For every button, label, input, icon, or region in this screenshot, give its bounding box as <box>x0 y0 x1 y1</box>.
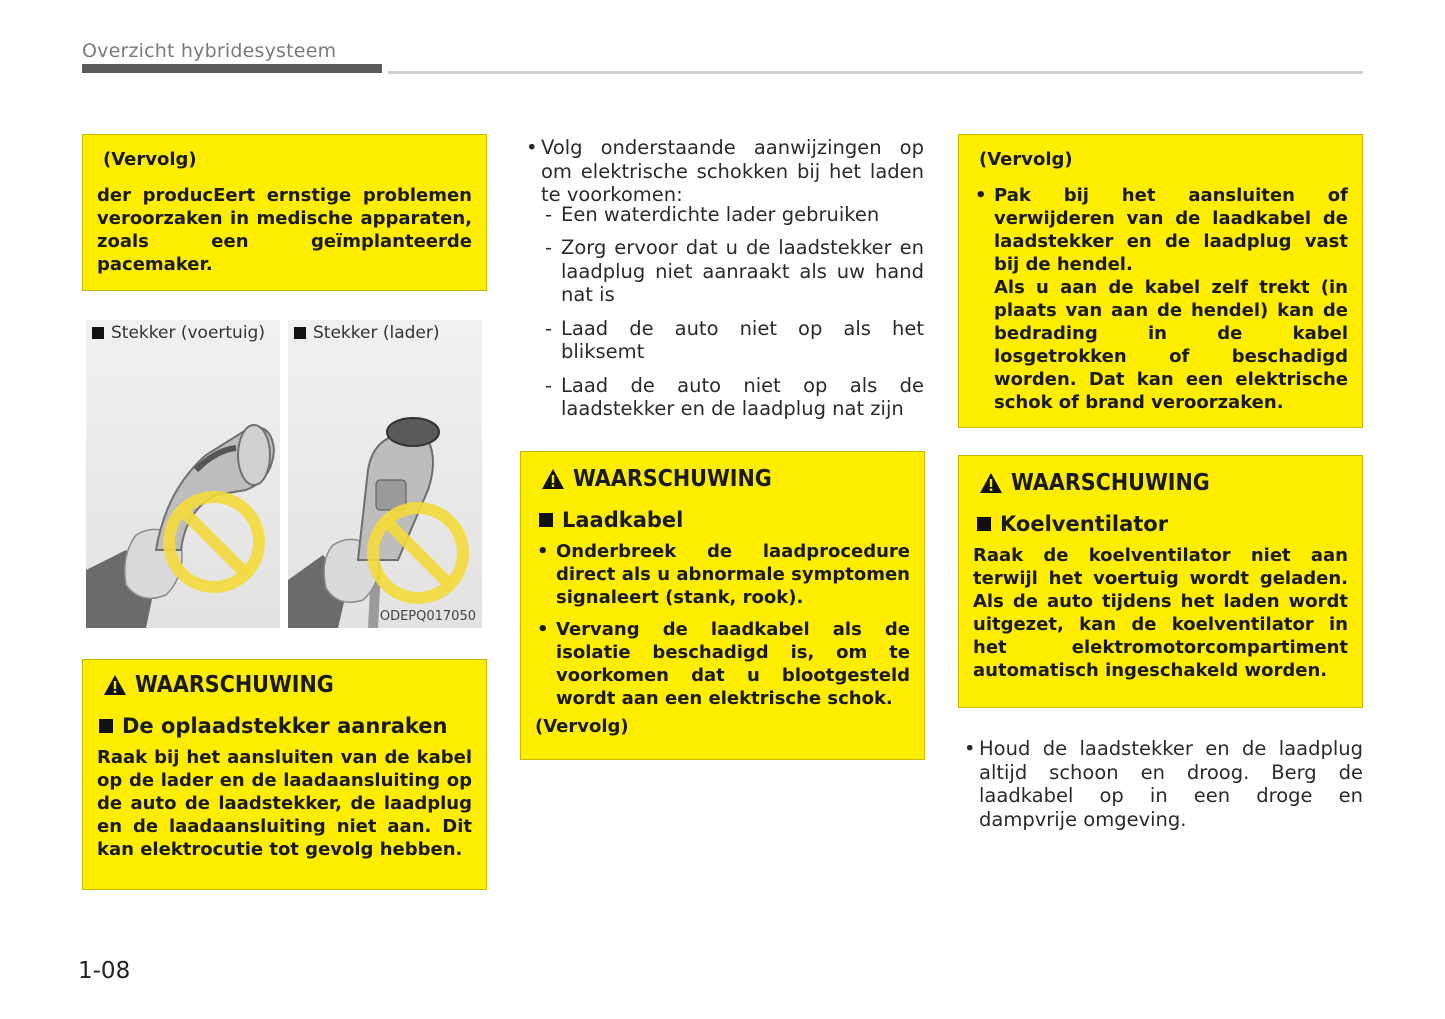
dash-item: - Zorg ervoor dat u de laadstekker en laadplug niet aanraakt als uw hand nat is <box>541 236 924 307</box>
bullet-intro: Volg onderstaande aanwijzingen op om elektrische schokken bij het laden te voorkomen: <box>541 136 924 206</box>
warning-heading: WAARSCHUWING <box>103 672 472 698</box>
bullet-text: Houd de laadstekker en de laadplug altijd schoon en droog. Berg de laadkabel op in een droge en dampvrije omgeving. <box>979 737 1363 831</box>
page-number: 1-08 <box>78 958 131 984</box>
continued-box-col3 <box>958 134 1363 428</box>
continued-label: (Vervolg) <box>103 149 197 170</box>
warning-subheading: Laadkabel <box>539 508 910 532</box>
square-bullet-icon <box>99 719 113 733</box>
bullet-shock-prevention <box>526 136 924 421</box>
square-bullet-icon <box>539 513 553 527</box>
dash-item: - Een waterdichte lader gebruiken <box>541 203 924 227</box>
warning-box-plug-touch <box>82 659 487 890</box>
warning-text: Raak de koelventilator niet aan terwijl het voertuig wordt geladen. Als de auto tijdens het laden wordt uitgezet, kan de koelventilator in het elektromotorcompartiment automatisch ingeschakeld worden. <box>973 545 1348 681</box>
dash-item: - Laad de auto niet op als het bliksemt <box>541 317 924 364</box>
warning-heading: WAARSCHUWING <box>541 466 910 492</box>
continued-label: (Vervolg) <box>979 149 1073 170</box>
bullet-dot: • <box>964 737 976 760</box>
warning-subheading: Koelventilator <box>977 512 1348 536</box>
bullet-dot: • <box>526 136 538 159</box>
header-bar <box>82 64 382 73</box>
warning-box-cable <box>520 451 925 760</box>
bullet-keep-clean <box>964 737 1363 831</box>
figure-caption-charger: Stekker (lader) <box>294 323 440 343</box>
figure-code: ODEPQ017050 <box>379 609 476 624</box>
warning-triangle-icon <box>979 472 1003 494</box>
warning-triangle-icon <box>103 674 127 696</box>
warning-heading: WAARSCHUWING <box>979 470 1348 496</box>
list-item-extra: Als u aan de kabel zelf trekt (in plaats van aan de hendel) kan de bedrading in de kabel losgetrokken of beschadigd worden. Dat kan een elektrische schok of brand veroorzaken. <box>994 277 1348 413</box>
list-item: • Vervang de laadkabel als de isolatie beschadigd is, om te voorkomen dat u blootgesteld wordt aan een elektrische schok. <box>535 618 910 710</box>
section-title: Overzicht hybridesysteem <box>82 40 337 62</box>
hand-holding-charger-plug-icon <box>288 320 482 628</box>
continued-list <box>973 184 1348 414</box>
charging-plug-figure <box>86 320 482 628</box>
continued-text: der producEert ernstige problemen veroorzaken in medische apparaten, zoals een geïmplanteerde pacemaker. <box>97 185 472 275</box>
warning-subheading: De oplaadstekker aanraken <box>99 714 472 738</box>
hand-holding-vehicle-plug-icon <box>86 320 280 628</box>
dash-item: - Laad de auto niet op als de laadstekker en de laadplug nat zijn <box>541 374 924 421</box>
figure-panel-vehicle <box>86 320 280 628</box>
header-rule <box>388 71 1363 74</box>
figure-panel-charger <box>288 320 482 628</box>
list-item: • Pak bij het aansluiten of verwijderen van de laadkabel de laadstekker en de laadplug vast bij de hendel. Als u aan de kabel zelf trekt (in plaats van aan de hendel) kan de bedrading in de kabel losgetrokken of beschadigd worden. Dat kan een elektrische schok of brand veroorzaken. <box>973 184 1348 414</box>
warning-box-fan <box>958 455 1363 708</box>
list-item: • Onderbreek de laadprocedure direct als u abnormale symptomen signaleert (stank, rook). <box>535 540 910 609</box>
square-bullet-icon <box>977 517 991 531</box>
figure-caption-vehicle: Stekker (voertuig) <box>92 323 265 343</box>
warning-list <box>535 540 910 710</box>
continued-label: (Vervolg) <box>535 716 629 737</box>
warning-text: Raak bij het aansluiten van de kabel op de lader en de laadaansluiting op de auto de laadstekker, de laadplug en de laadaansluiting niet aan. Dit kan elektrocutie tot gevolg hebben. <box>97 747 472 860</box>
warning-triangle-icon <box>541 468 565 490</box>
continued-box-col1 <box>82 134 487 291</box>
